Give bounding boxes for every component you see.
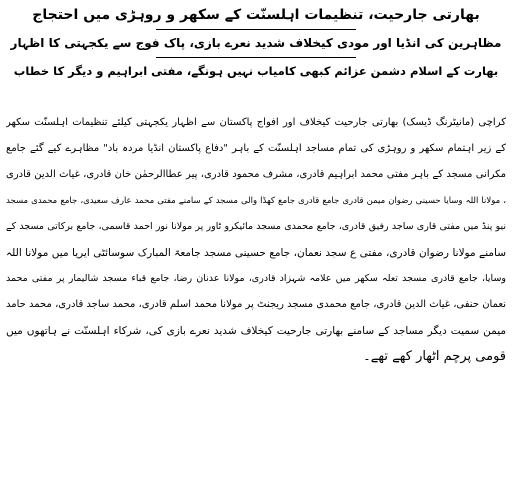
body-line: کراچی (مانیٹرنگ ڈیسک) بھارتی جارحیت کیخلاف اور افواج پاکستان سے اظہار یکجہتی کیلئے تنظیمات اہلسنّت سکھر (6, 117, 506, 128)
body-line: نعمان حنفی، غیاث الدین قادری، جامع محمدی مسجد ریجنٹ پر مولانا محمد اسلم قادری، محمد ساجد قادری، محمد حامد (6, 299, 506, 310)
body-line: وسایا، جامع قادری مسجد تعلہ سکھر میں علامہ شہزاد قادری، مولانا عدنان رضا، جامع قباء مسجد شالیمار پر مفتی محمد (6, 273, 506, 284)
headline-block (0, 4, 512, 82)
article-body (6, 110, 506, 370)
body-line: کے زیر اہتمام سکھر و روہڑی کی تمام مساجد اہلسنّت کے باہر "دفاع پاکستان انڈیا مردہ باد" مظاہرے کیے گئے جامع (6, 143, 506, 154)
body-line: قومی پرچم اٹھار کھے تھے۔ (363, 349, 506, 364)
body-line: سامنے مولانا رضوان قادری، مفتی ع سجد نعمان، جامع حسینی مسجد جامعۃ المبارک سوسائٹی ایریا میں مولانا اللہ (6, 247, 506, 259)
headline-2: مظاہرین کی انڈیا اور مودی کیخلاف شدید نعرے بازی، پاک فوج سے یکجہتی کا اظہار (10, 36, 502, 50)
body-line: ، مولانا اللہ وسایا حسینی رضوان میمن قادری جامع قادری جامع کھڈا والی مسجد کے سامنے مفتی محمد عارف سعیدی، جامع محمدی مسجد (6, 196, 506, 206)
body-line: میمن سمیت دیگر مساجد کے سامنے بھارتی جارحیت کیخلاف شدید نعرے بازی کی، شرکاء اہلسنّت نے ہاتھوں میں (6, 325, 506, 337)
headline-3: بھارت کے اسلام دشمن عزائم کبھی کامیاب نہیں ہونگے، مفتی ابراہیم و دیگر کا خطاب (13, 64, 499, 78)
body-line: نیو پنڈ میں مفتی قاری ساجد رفیق قادری، جامع محمدی مسجد مائیکرو ٹاور پر مولانا نور احمد قاسمی، جامع برکاتی مسجد کے (6, 221, 506, 232)
body-line: مکرانی مسجد کے باہر مفتی محمد ابراہیم قادری، مشرف محمود قادری، پیر عطاالرحمٰن خان قادری، غیاث الدین قادری (6, 169, 506, 180)
headline-1: بھارتی جارحیت، تنظیمات اہلسنّت کے سکھر و روہڑی میں احتجاج (32, 7, 480, 23)
